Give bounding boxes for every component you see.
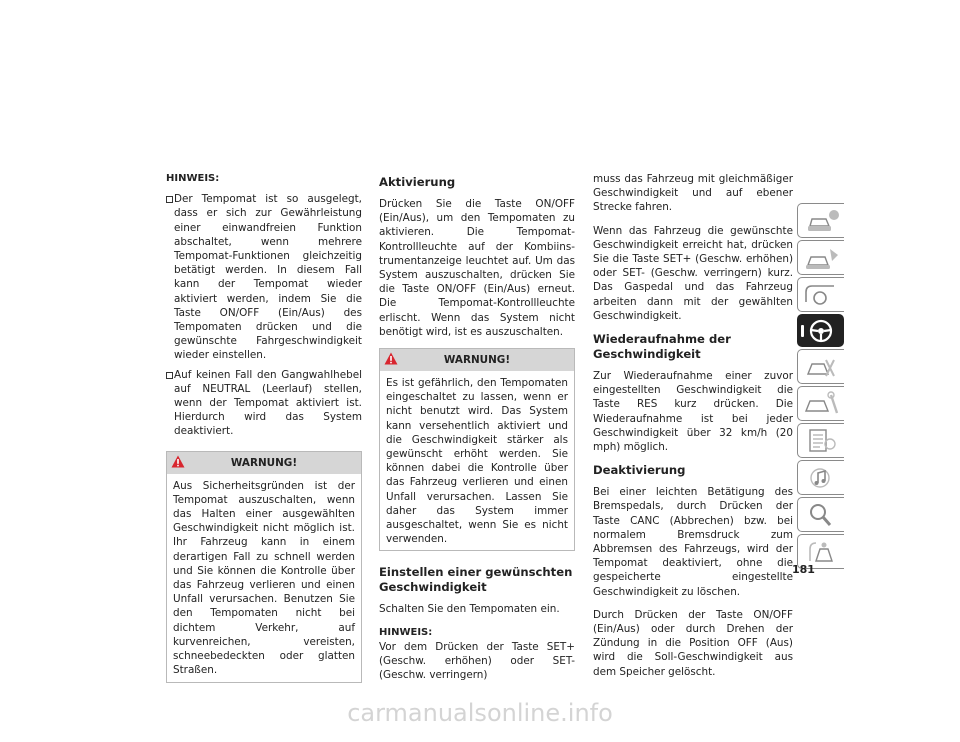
- page-number: 181: [792, 563, 815, 576]
- car-key-icon: [798, 241, 844, 274]
- chapter-tab-vehicle-info[interactable]: [797, 203, 844, 238]
- speed-reached-paragraph: Wenn das Fahrzeug die gewünschte Geschwindigkeit erreicht hat, drücken Sie die Taste SET+ (Geschw. erhöhen) oder SET- (Geschw. verringern) kurz. Das Gaspedal und das Fahrzeug arbeiten dann mit der gewählten Geschwindigkeit.: [593, 224, 793, 322]
- continued-paragraph: muss das Fahrzeug mit gleichmäßiger Geschwindigkeit und auf ebener Strecke fahren.: [593, 173, 793, 214]
- list-item: Auf keinen Fall den Gangwahlhebel auf NEUTRAL (Leerlauf) stellen, wenn der Tempomat aktiviert ist. Hierdurch wird das System deaktiviert.: [166, 368, 362, 439]
- steering-wheel-icon: [797, 314, 843, 347]
- set-speed-paragraph: Schalten Sie den Tempomaten ein.: [379, 603, 560, 616]
- activation-paragraph: Drücken Sie die Taste ON/OFF (Ein/Aus), um den Tempomaten zu aktivieren. Die Tempomat-Kontrollleuchte auf der Kombiinstrumentanzeige leuchtet auf. Um das System auszuschalten, drücken Sie die Taste ON/OFF (Ein/Aus) erneut. Die Tempomat-Kontrollleuchte erlischt. Wenn das System nicht benötigt wird, ist es auszuschalten.: [379, 198, 575, 338]
- warning-header: [167, 452, 361, 474]
- document-list-icon: [798, 424, 844, 457]
- warning-triangle-icon: [171, 455, 185, 468]
- heading-deactivation: Deaktivierung: [593, 463, 686, 478]
- chapter-tab-service[interactable]: [797, 386, 844, 421]
- warning-triangle-icon: [384, 352, 398, 365]
- warning-text: Es ist gefährlich, den Tempomaten eingeschaltet zu lassen, wenn er nicht benutzt wird. Das System kann versehentlich aktiviert und die Geschwindigkeit stärker als gewünscht erhöht werden. Sie können dabei die Kontrolle über das Fahrzeug verlieren und einen Unfall verursachen. Lassen Sie daher das System immer ausgeschaltet, wenn Sie es nicht verwenden.: [386, 377, 568, 546]
- chapter-tab-getting-started[interactable]: [797, 240, 844, 275]
- magnifier-icon: [798, 498, 844, 531]
- warning-text: Aus Sicherheitsgründen ist der Tempomat auszuschalten, wenn das Halten einer ausgewählten Geschwindigkeit nicht möglich ist. Ihr Fahrzeug kann in einem derartigen Fall zu schnell werden und Sie können die Kontrolle über das Fahrzeug verlieren und einen Unfall verursachen. Benutzen Sie den Tempomaten nicht bei dichtem Verkehr, auf kurvenreichen, vereisten, schneebedeckten oder glatten Straßen.: [173, 479, 355, 677]
- chapter-tab-driving[interactable]: [797, 314, 844, 347]
- chapter-tab-specifications[interactable]: [797, 423, 844, 458]
- note-label: HINWEIS:: [166, 173, 220, 184]
- heading-set-speed: Einstellen einer gewünschten Geschwindigkeit: [379, 565, 573, 595]
- warning-title: WARNUNG!: [443, 354, 511, 367]
- note-paragraph: Vor dem Drücken der Taste SET+ (Geschw. erhöhen) oder SET- (Geschw. verringern): [379, 640, 575, 682]
- note-bullet-list: [166, 192, 362, 438]
- deactivation-paragraph-2: Durch Drücken der Taste ON/OFF (Ein/Aus) oder durch Drehen der Zündung in die Position OFF (Aus) wird die Soll-Geschwindigkeit aus dem Speicher gelöscht.: [593, 608, 793, 678]
- chapter-tab-index[interactable]: [797, 497, 844, 532]
- resume-paragraph: Zur Wiederaufnahme einer zuvor eingestellten Geschwindigkeit die Taste RES kurz drücken. Die Wiederaufnahme ist bei jeder Geschwindigkeit über 32 km/h (20 mph) möglich.: [593, 370, 793, 454]
- car-info-icon: [798, 204, 844, 237]
- car-crash-icon: [798, 350, 844, 383]
- square-bullet-icon: [166, 372, 173, 379]
- warning-title: WARNUNG!: [230, 456, 298, 469]
- list-item: Der Tempomat ist so ausgelegt, dass er sich zur Gewährleistung einer einwandfreien Funktion abschaltet, wenn mehrere Tempomat-Funktionen gleichzeitig betätigt werden. In diesem Fall kann der Tempomat wieder aktiviert werden, indem Sie die Taste ON/OFF (Ein/Aus) des Tempomaten drücken und die gewünschte Fahrgeschwindigkeit wieder einstellen.: [166, 192, 362, 362]
- heading-activation: Aktivierung: [379, 175, 456, 189]
- music-note-icon: [798, 461, 844, 494]
- column-right: [593, 172, 793, 688]
- chapter-tab-dashboard[interactable]: [797, 277, 844, 312]
- note-label: HINWEIS:: [379, 626, 433, 638]
- chapter-tabs: [797, 203, 844, 571]
- deactivation-paragraph-1: Bei einer leichten Betätigung des Bremspedals, durch Drücken der Taste CANC (Abbrechen) bzw. bei normalem Bremsdruck zum Abbremsen des Fahrzeugs, wird der Tempomat deaktiviert, ohne die gespeicherte eingestellte Geschwindigkeit zu löschen.: [593, 486, 793, 598]
- warning-header: [380, 349, 574, 371]
- warning-box: [166, 451, 362, 683]
- dashboard-gauge-icon: [798, 278, 844, 311]
- warning-box: [379, 348, 575, 551]
- chapter-tab-emergency[interactable]: [797, 349, 844, 384]
- car-wrench-icon: [798, 387, 844, 420]
- column-left: [166, 172, 362, 697]
- chapter-tab-multimedia[interactable]: [797, 460, 844, 495]
- square-bullet-icon: [166, 196, 173, 203]
- heading-resume: Wiederaufnahme der Geschwindigkeit: [593, 332, 731, 362]
- column-middle: [379, 172, 575, 691]
- watermark-text: carmanualsonline.info: [347, 699, 613, 727]
